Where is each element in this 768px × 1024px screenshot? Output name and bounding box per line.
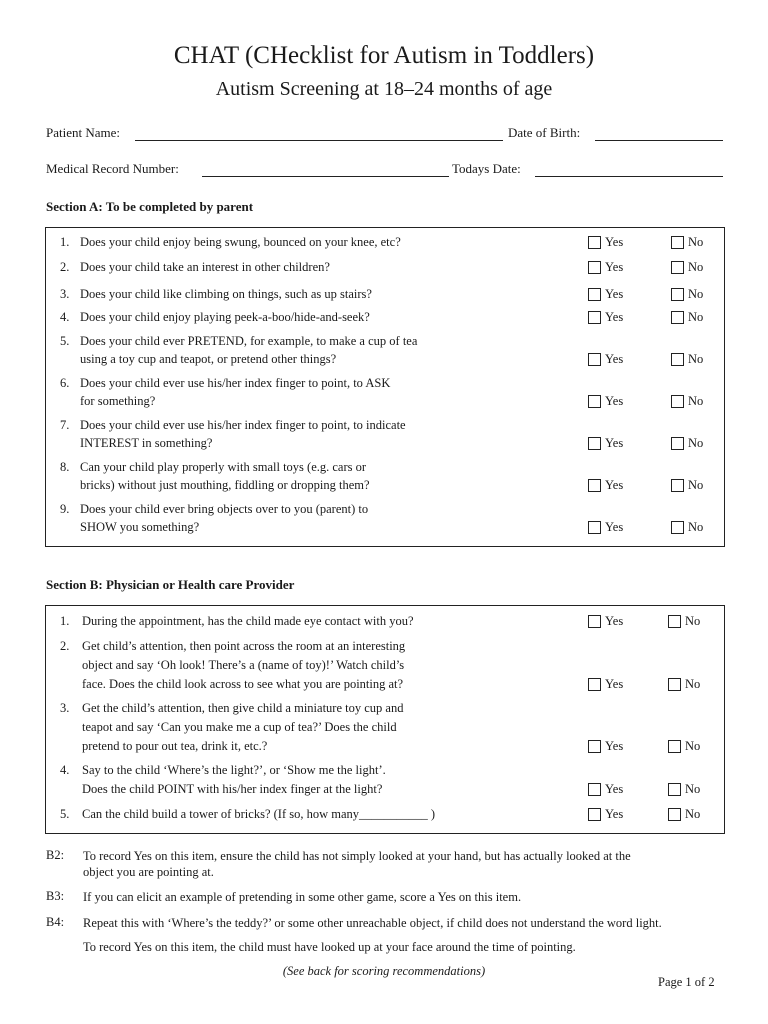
section-a-q9-yes-checkbox[interactable] (588, 521, 601, 534)
section-a-q4-yes-label: Yes (605, 310, 624, 324)
section-b-q1-no-option[interactable] (668, 614, 700, 629)
patient-name-label: Patient Name: (46, 125, 121, 140)
section-b-q3-yes-checkbox[interactable] (588, 740, 601, 753)
section-b-q4-yes-label: Yes (605, 782, 624, 796)
note-key: B4: (46, 915, 65, 929)
section-b-q4-no-option[interactable] (668, 782, 700, 797)
section-b-q4-yes-checkbox[interactable] (588, 783, 601, 796)
section-a-q4-text-line: Does your child enjoy playing peek-a-boo/hide-and-seek? (80, 310, 370, 324)
section-b-q3-yes-option[interactable] (588, 739, 623, 754)
section-b-q5-no-option[interactable] (668, 807, 700, 822)
section-a-q3-no-label: No (688, 287, 704, 301)
section-a-q3-text-line: Does your child like climbing on things, such as up stairs? (80, 287, 372, 301)
section-a-q7-no-checkbox[interactable] (671, 437, 684, 450)
section-a-q6-yes-checkbox[interactable] (588, 395, 601, 408)
section-a-q8-yes-label: Yes (605, 478, 624, 492)
section-a-q9-number: 9. (60, 502, 70, 516)
section-a-q5-no-label: No (688, 352, 704, 366)
section-a-q5-text-line: Does your child ever PRETEND, for example, to make a cup of tea (80, 334, 418, 348)
note-text-line: To record Yes on this item, ensure the child has not simply looked at your hand, but has actually looked at the (83, 849, 631, 863)
section-b-q5-text-line: Can the child build a tower of bricks? (If so, how many___________ ) (82, 807, 436, 821)
section-a-q5-no-checkbox[interactable] (671, 353, 684, 366)
section-a-q4-yes-checkbox[interactable] (588, 311, 601, 324)
section-b-q1-number: 1. (60, 614, 70, 628)
todays-date-field[interactable] (535, 176, 723, 177)
section-a-q4-number: 4. (60, 310, 70, 324)
note-key: B3: (46, 889, 65, 903)
section-a-q4-no-checkbox[interactable] (671, 311, 684, 324)
section-b-q4-number: 4. (60, 763, 70, 777)
section-b-q1-yes-checkbox[interactable] (588, 615, 601, 628)
section-b-q2-yes-checkbox[interactable] (588, 678, 601, 691)
section-a-q2-yes-checkbox[interactable] (588, 261, 601, 274)
section-a-q7-number: 7. (60, 418, 70, 432)
section-b-q1-no-label: No (685, 614, 701, 628)
section-b-q3-no-label: No (685, 739, 701, 753)
section-a-q1-no-option[interactable] (671, 235, 703, 250)
patient-name-field[interactable] (135, 140, 503, 141)
section-b-q3-text-line: pretend to pour out tea, drink it, etc.? (82, 739, 268, 753)
section-a-q5-yes-option[interactable] (588, 352, 623, 367)
section-b-q2-text-line: Get child’s attention, then point across the room at an interesting (82, 639, 406, 653)
section-b-q4-no-label: No (685, 782, 701, 796)
section-a-q4-no-label: No (688, 310, 704, 324)
section-a-q6-no-option[interactable] (671, 394, 703, 409)
section-a-q2-text-line: Does your child take an interest in other children? (80, 260, 330, 274)
note-text-line: If you can elicit an example of pretending in some other game, score a Yes on this item. (83, 890, 522, 904)
section-a-q9-yes-label: Yes (605, 520, 624, 534)
section-a-q6-yes-option[interactable] (588, 394, 623, 409)
section-a-q1-no-checkbox[interactable] (671, 236, 684, 249)
section-a-q3-number: 3. (60, 287, 70, 301)
section-a-q1-yes-option[interactable] (588, 235, 623, 250)
section-b-q2-yes-option[interactable] (588, 677, 623, 692)
section-b-q2-yes-label: Yes (605, 677, 624, 691)
section-a-q2-yes-label: Yes (605, 260, 624, 274)
section-a-q6-text-line: Does your child ever use his/her index finger to point, to ASK (80, 376, 391, 390)
section-b-q5-no-label: No (685, 807, 701, 821)
section-a-q1-yes-label: Yes (605, 235, 624, 249)
section-a-q8-no-label: No (688, 478, 704, 492)
note-key: B2: (46, 848, 65, 862)
section-b-q5-yes-option[interactable] (588, 807, 623, 822)
section-a-q9-no-option[interactable] (671, 520, 703, 535)
section-a-q6-no-label: No (688, 394, 704, 408)
section-b-q2-text-line: object and say ‘Oh look! There’s a (name of toy)!’ Watch child’s (82, 658, 405, 672)
section-b-q2-number: 2. (60, 639, 70, 653)
section-a-q5-no-option[interactable] (671, 352, 703, 367)
section-b-q1-yes-option[interactable] (588, 614, 623, 629)
section-b-q2-no-checkbox[interactable] (668, 678, 681, 691)
section-a-q2-no-checkbox[interactable] (671, 261, 684, 274)
section-a-q8-yes-option[interactable] (588, 478, 623, 493)
note-text-line: object you are pointing at. (83, 865, 214, 879)
section-a-q9-text-line: Does your child ever bring objects over to you (parent) to (80, 502, 369, 516)
section-a-q1-no-label: No (688, 235, 704, 249)
section-a-q3-no-option[interactable] (671, 287, 703, 302)
note-text-line: Repeat this with ‘Where’s the teddy?’ or some other unreachable object, if child does not understand the word light. (83, 916, 662, 930)
section-a-q3-no-checkbox[interactable] (671, 288, 684, 301)
section-a-q4-no-option[interactable] (671, 310, 703, 325)
section-b-q1-no-checkbox[interactable] (668, 615, 681, 628)
section-a-q5-yes-label: Yes (605, 352, 624, 366)
section-a-q7-yes-label: Yes (605, 436, 624, 450)
section-b-q5-yes-label: Yes (605, 807, 624, 821)
section-a-q6-yes-label: Yes (605, 394, 624, 408)
section-b-q3-no-checkbox[interactable] (668, 740, 681, 753)
section-a-q6-text-line: for something? (80, 394, 156, 408)
section-b-q1-text-line: During the appointment, has the child made eye contact with you? (82, 614, 414, 628)
dob-field[interactable] (595, 140, 723, 141)
page-title: CHAT (CHecklist for Autism in Toddlers) (173, 42, 595, 69)
section-a-q4-yes-option[interactable] (588, 310, 623, 325)
dob-label: Date of Birth: (508, 125, 581, 140)
section-b-q5-number: 5. (60, 807, 70, 821)
section-a-q8-text-line: Can your child play properly with small toys (e.g. cars or (80, 460, 367, 474)
section-b-q4-yes-option[interactable] (588, 782, 623, 797)
page-subtitle: Autism Screening at 18–24 months of age (215, 78, 553, 100)
section-a-q3-yes-option[interactable] (588, 287, 623, 302)
section-a-q9-no-label: No (688, 520, 704, 534)
section-a-q7-text-line: INTEREST in something? (80, 436, 213, 450)
section-a-q1-number: 1. (60, 235, 70, 249)
section-a-q8-no-checkbox[interactable] (671, 479, 684, 492)
section-a-q7-no-option[interactable] (671, 436, 703, 451)
section-a-q9-text-line: SHOW you something? (80, 520, 200, 534)
section-a-q1-yes-checkbox[interactable] (588, 236, 601, 249)
page-number: Page 1 of 2 (658, 975, 715, 989)
section-b-q3-yes-label: Yes (605, 739, 624, 753)
section-a-q7-yes-option[interactable] (588, 436, 623, 451)
section-a-heading: Section A: To be completed by parent (46, 199, 254, 214)
section-b-q2-no-option[interactable] (668, 677, 700, 692)
note-text-line: To record Yes on this item, the child must have looked up at your face around the time of pointing. (83, 940, 576, 954)
section-b-q3-number: 3. (60, 701, 70, 715)
section-a-q7-no-label: No (688, 436, 704, 450)
section-b-q4-no-checkbox[interactable] (668, 783, 681, 796)
section-b-q3-text-line: Get the child’s attention, then give child a miniature toy cup and (82, 701, 404, 715)
section-b-q5-yes-checkbox[interactable] (588, 808, 601, 821)
section-b-q4-text-line: Say to the child ‘Where’s the light?’, or ‘Show me the light’. (82, 763, 386, 777)
mrn-label: Medical Record Number: (46, 161, 179, 176)
section-a-q6-number: 6. (60, 376, 70, 390)
section-a-q6-no-checkbox[interactable] (671, 395, 684, 408)
section-a-q2-yes-option[interactable] (588, 260, 623, 275)
section-b-q2-text-line: face. Does the child look across to see what you are pointing at? (82, 677, 404, 691)
section-a-q9-no-checkbox[interactable] (671, 521, 684, 534)
section-a-q8-text-line: bricks) without just mouthing, fiddling or dropping them? (80, 478, 370, 492)
scoring-note: (See back for scoring recommendations) (282, 964, 486, 978)
section-a-q5-text-line: using a toy cup and teapot, or pretend other things? (80, 352, 337, 366)
section-b-q3-no-option[interactable] (668, 739, 700, 754)
section-a-q5-number: 5. (60, 334, 70, 348)
section-a-q8-number: 8. (60, 460, 70, 474)
section-a-q9-yes-option[interactable] (588, 520, 623, 535)
section-b-q5-no-checkbox[interactable] (668, 808, 681, 821)
section-a-q5-yes-checkbox[interactable] (588, 353, 601, 366)
section-a-q1-text-line: Does your child enjoy being swung, bounced on your knee, etc? (80, 235, 401, 249)
section-a-q2-number: 2. (60, 260, 70, 274)
section-b-q3-text-line: teapot and say ‘Can you make me a cup of tea?’ Does the child (82, 720, 397, 734)
section-a-q3-yes-checkbox[interactable] (588, 288, 601, 301)
section-a-q2-no-label: No (688, 260, 704, 274)
section-a-q8-yes-checkbox[interactable] (588, 479, 601, 492)
section-b-q2-no-label: No (685, 677, 701, 691)
mrn-field[interactable] (202, 176, 449, 177)
section-b-heading: Section B: Physician or Health care Provider (46, 577, 295, 592)
section-a-q7-text-line: Does your child ever use his/her index finger to point, to indicate (80, 418, 406, 432)
section-b-q4-text-line: Does the child POINT with his/her index finger at the light? (82, 782, 383, 796)
section-b-q1-yes-label: Yes (605, 614, 624, 628)
section-a-q7-yes-checkbox[interactable] (588, 437, 601, 450)
section-a-q3-yes-label: Yes (605, 287, 624, 301)
todays-date-label: Todays Date: (452, 161, 521, 176)
section-a-q8-no-option[interactable] (671, 478, 703, 493)
section-a-q2-no-option[interactable] (671, 260, 703, 275)
